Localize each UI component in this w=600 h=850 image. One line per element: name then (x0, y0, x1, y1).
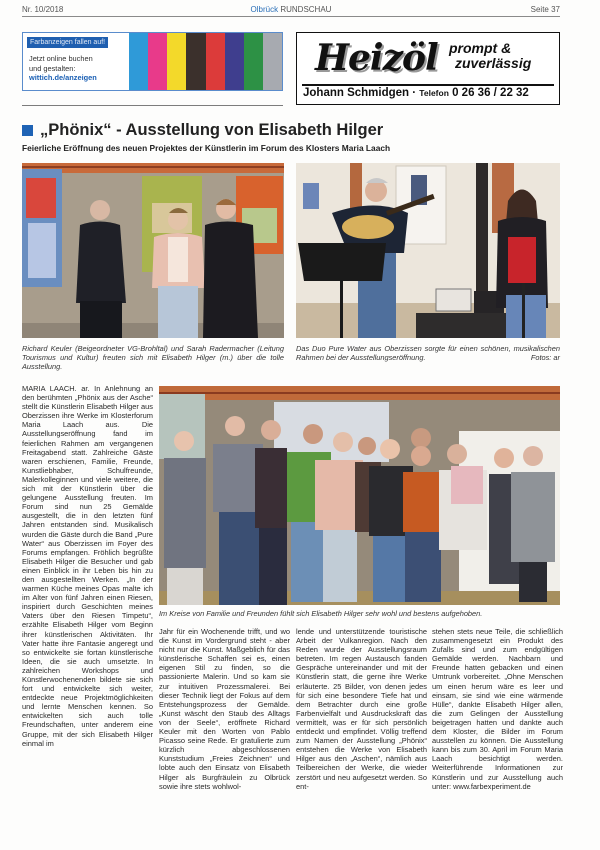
swatch-magenta (148, 33, 167, 90)
page-header (22, 0, 560, 17)
photo3-caption: Im Kreise von Familie und Freunden fühlt sich Elisabeth Hilger sehr wohl und bestens aufgehoben. (159, 609, 483, 618)
photo2-caption-text: Das Duo Pure Water aus Oberzissen sorgte für einen schönen, musikalischen Rahmen bei der Ausstellungseröffnung. (296, 344, 560, 362)
color-ad-badge: Farbanzeigen fallen auf! (27, 37, 108, 48)
swatch-dark (186, 33, 205, 90)
swatch-cyan (129, 33, 148, 90)
swatch-red (206, 33, 225, 90)
oil-ad-tagline-1: prompt & (449, 40, 512, 56)
photo-image (159, 386, 560, 605)
swatch-yellow (167, 33, 186, 90)
publication-title: RUNDSCHAU (280, 5, 332, 14)
oil-ad-phone-label: Telefon (419, 88, 449, 98)
photo-image (22, 163, 284, 338)
oil-ad-tagline (449, 41, 531, 71)
square-bullet-icon (22, 125, 33, 136)
article-column-2: Jahr für ein Wochenende trifft, und wo die Kunst im Vordergrund steht - aber nicht nur die Kunst. Maßgeblich für das künstlerische Schaffen sei es, einen eigenen Stil zu finden, so die passionierte Malerin. Und so kam sie zur intuitiven Prozessmalerei. Bei dieser Technik liegt der Fokus auf dem Entstehungsprozess der Gemälde. „Kunst wäscht den Staub des Alltags von der Seele“, eröffnete Richard Keuler mit den Worten von Pablo Picasso seine Rede. Er gratulierte zum kürzlich abgeschlossenen Kunststudium „Freies Zeichnen“ und lobte auch den Einsatz von Elisabeth Hilger als Burgfräulein zu Olbrück sowie ihre stets wohlwol- (159, 627, 290, 791)
issue-number: Nr. 10/2018 (22, 5, 64, 14)
color-ad-line1: Jetzt online buchen (29, 54, 93, 63)
swatch-grey (263, 33, 282, 90)
oil-ad-phone: 0 26 36 / 22 32 (452, 87, 529, 99)
photo-exhibition-opening (22, 163, 284, 338)
oil-ad-name: Johann Schmidgen · (303, 87, 417, 99)
oil-ad-rule (302, 84, 554, 86)
article-headline (22, 121, 383, 140)
color-ad-link[interactable]: wittich.de/anzeigen (29, 73, 97, 82)
article-title: „Phönix“ - Ausstellung von Elisabeth Hilger (40, 121, 384, 139)
publication-name (22, 5, 560, 14)
oil-ad-contact (303, 87, 529, 99)
divider (22, 105, 283, 106)
publication-brand: Olbrück (250, 5, 279, 14)
photo-image (296, 163, 560, 338)
article-column-3: lende und unterstützende touristische Arbeit der Vulkanregion. Nach den Reden wurde der Ausstellungsraum betreten. Im regen Austausch fanden Gespräche untereinander und mit der Künstlerin statt, die gerne ihre Werke erläuterte. 25 Bilder, von denen jedes für sich eine besondere Tiefe hat und dem Betrachter durch eine große Farbenvielfalt und Ausdruckskraft das vermittelt, was er für sich persönlich entdeckt und empfindet. Völlig treffend zum Namen der Ausstellung „Phönix“ entstehen die Werke von Elisabeth Hilger aus den „Aschen“, nämlich aus Teilbereichen der Werke, die wieder zerstört und neu aufgesetzt werden. So ent- (296, 627, 427, 791)
article-column-1: MARIA LAACH. ar. In Anlehnung an den berühmten „Phönix aus der Asche“ stellt die Künstlerin Elisabeth Hilger aus Oberzissen ihre Werke im Klosterforum Maria Laach aus. Die Ausstellungseröffnung fand im feierlichen Rahmen am vergangenen Freitagabend statt. Zahlreiche Gäste waren erschienen, Familie, Freunde, Kunstliebhaber, Schulfreunde, Malerkolleginnen und viele weitere, die sich mit der Künstlerin über die gelungene Ausstellung freuten. Im Forum sind nun 25 Gemälde ausgestellt, die in den letzten fünf Jahren entstanden sind. Musikalisch wurden die Gäste durch die Band „Pure Water“ aus Oberzissen im Foyer des Forums empfangen. Fröhlich begrüßte Elisabeth Hilger die Besucher und gab einen Einblick in ihr Leben bis hin zu den ausgestellten Werken. „In der warmen Küche meines Opas malte ich im Alter von fünf Jahren einen Riesen, inspiriert durch Geschichten meines Vaters über den Riesen Timpetu“, erzählte Elisabeth Hilger vom Beginn ihrer künstlerischen Aktivitäten. Ihr Vater hatte ihre Fantasie angeregt und so entwickelte sie fortan künstlerische Ideen, die sie auch umsetzte. In zahlreichen Workshops und Künstlerwochenenden bildete sie sich fort und entwickelte sich weiter, entdeckte neue Projektmöglichkeiten und lernte Menschen kennen. So entwickelten sich auch tolle Freundschaften, unter anderem eine Gruppe, mit der sich Elisabeth Hilger einmal im (22, 384, 153, 748)
heating-oil-ad (296, 32, 560, 105)
swatch-green (244, 33, 263, 90)
oil-ad-title: Heizöl (315, 37, 438, 79)
color-ad[interactable] (22, 32, 283, 91)
photo1-caption: Richard Keuler (Beigeordneter VG-Brohltal) und Sarah Radermacher (Leitung Tourismus und Kultur) freuten sich mit Elisabeth Hilger (m.) über die tolle Ausstellung. (22, 344, 284, 371)
photo-group-family-friends (159, 386, 560, 605)
swatch-violet (225, 33, 244, 90)
article-column-4: stehen stets neue Teile, die schließlich zusammengesetzt ein Produkt des Zufalls sind und zum endgültigen Gemälde werden. Nachbarn und Freunde hatten gebacken und einen Umtrunk vorbereitet. „Ohne Menschen um einen herum wäre es leer und einsam, sie sind wie eine wärmende Hülle“, dankte Elisabeth Hilger allen, die zum Gelingen der Ausstellung beigetragen hatten und dankte auch dem Kloster, die Bilder im Forum ausstellen zu können. Die Ausstellung kann bis zum 30. April im Forum Maria Laach besichtigt werden. Weiterführende Informationen zur Künstlerin und zur Ausstellung auch unter: www.farbexperiment.de (432, 627, 563, 791)
page-number: Seite 37 (530, 5, 560, 14)
color-ad-line2: und gestalten: (29, 63, 76, 73)
color-ad-text (29, 54, 97, 83)
oil-ad-tagline-2: zuverlässig (455, 55, 532, 71)
color-swatches (129, 33, 282, 90)
photo-credit: Fotos: ar (530, 353, 560, 362)
photo2-caption (296, 344, 560, 362)
article-subtitle: Feierliche Eröffnung des neuen Projektes der Künstlerin im Forum des Klosters Maria Laach (22, 143, 391, 153)
photo-duo-pure-water (296, 163, 560, 338)
